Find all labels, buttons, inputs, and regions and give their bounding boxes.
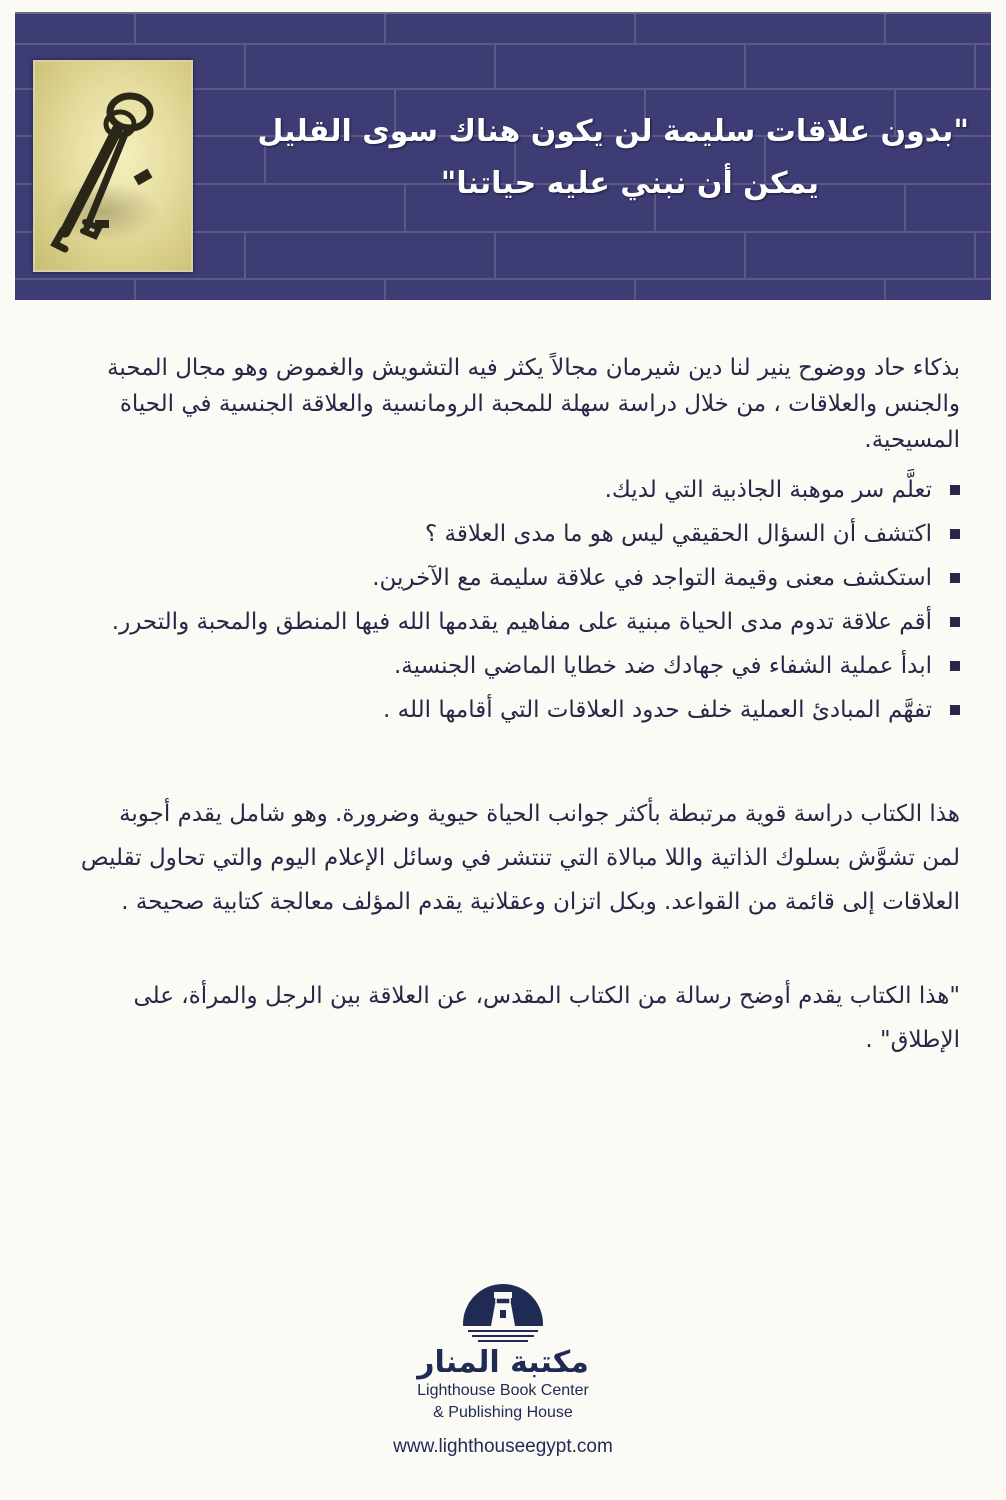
banner-quote (229, 106, 969, 210)
quote-line-2: يمكن أن نبني عليه حياتنا" (440, 166, 819, 201)
back-cover-text (80, 350, 960, 1085)
lighthouse-logo-icon (458, 1284, 548, 1346)
description-paragraph: هذا الكتاب دراسة قوية مرتبطة بأكثر جوانب الحياة حيوية وضرورة. وهو شامل يقدم أجوبة لمن تشوَّش بسلوك الذاتية واللا مبالاة التي تنتشر في وسائل الإعلام اليوم والتي تحاول تقليص العلاقات إلى قائمة من القواعد. وبكل اتزان وعقلانية يقدم المؤلف معالجة كتابية صحيحة . (80, 801, 960, 915)
bullet-square-icon (950, 573, 960, 583)
publisher-name-arabic: مكتبة المنار (417, 1345, 589, 1380)
publisher-name-english-1: Lighthouse Book Center (417, 1382, 589, 1399)
list-item: أقم علاقة تدوم مدى الحياة مبنية على مفاهيم يقدمها الله فيها المنطق والمحبة والتحرر. (80, 600, 960, 644)
list-item: تفهَّم المبادئ العملية خلف حدود العلاقات التي أقامها الله . (80, 688, 960, 732)
list-item: استكشف معنى وقيمة التواجد في علاقة سليمة مع الآخرين. (80, 556, 960, 600)
bullet-square-icon (950, 705, 960, 715)
publisher-name-english-2: & Publishing House (433, 1404, 573, 1421)
keys-icon (35, 62, 191, 270)
publisher-block (0, 1284, 1006, 1458)
bullet-square-icon (950, 661, 960, 671)
intro-paragraph: بذكاء حاد ووضوح ينير لنا دين شيرمان مجالاً يكثر فيه التشويش والغموض وهو مجال المحبة والجنس والعلاقات ، من خلال دراسة سهلة للمحبة الرومانسية والعلاقة الجنسية في الحياة المسيحية. (107, 355, 960, 453)
bullet-square-icon (950, 485, 960, 495)
list-item: ابدأ عملية الشفاء في جهادك ضد خطايا الماضي الجنسية. (80, 644, 960, 688)
header-banner (15, 12, 991, 300)
endorsement-quote: "هذا الكتاب يقدم أوضح رسالة من الكتاب المقدس، عن العلاقة بين الرجل والمرأة، على الإطلاق" . (133, 983, 960, 1053)
quote-line-1: "بدون علاقات سليمة لن يكون هناك سوى القليل (257, 114, 969, 149)
list-item: اكتشف أن السؤال الحقيقي ليس هو ما مدى العلاقة ؟ (80, 512, 960, 556)
bullet-square-icon (950, 617, 960, 627)
bullet-list (80, 468, 960, 732)
list-item: تعلَّم سر موهبة الجاذبية التي لديك. (80, 468, 960, 512)
keys-photo (33, 60, 193, 272)
bullet-square-icon (950, 529, 960, 539)
publisher-website: www.lighthouseegypt.com (393, 1436, 613, 1457)
